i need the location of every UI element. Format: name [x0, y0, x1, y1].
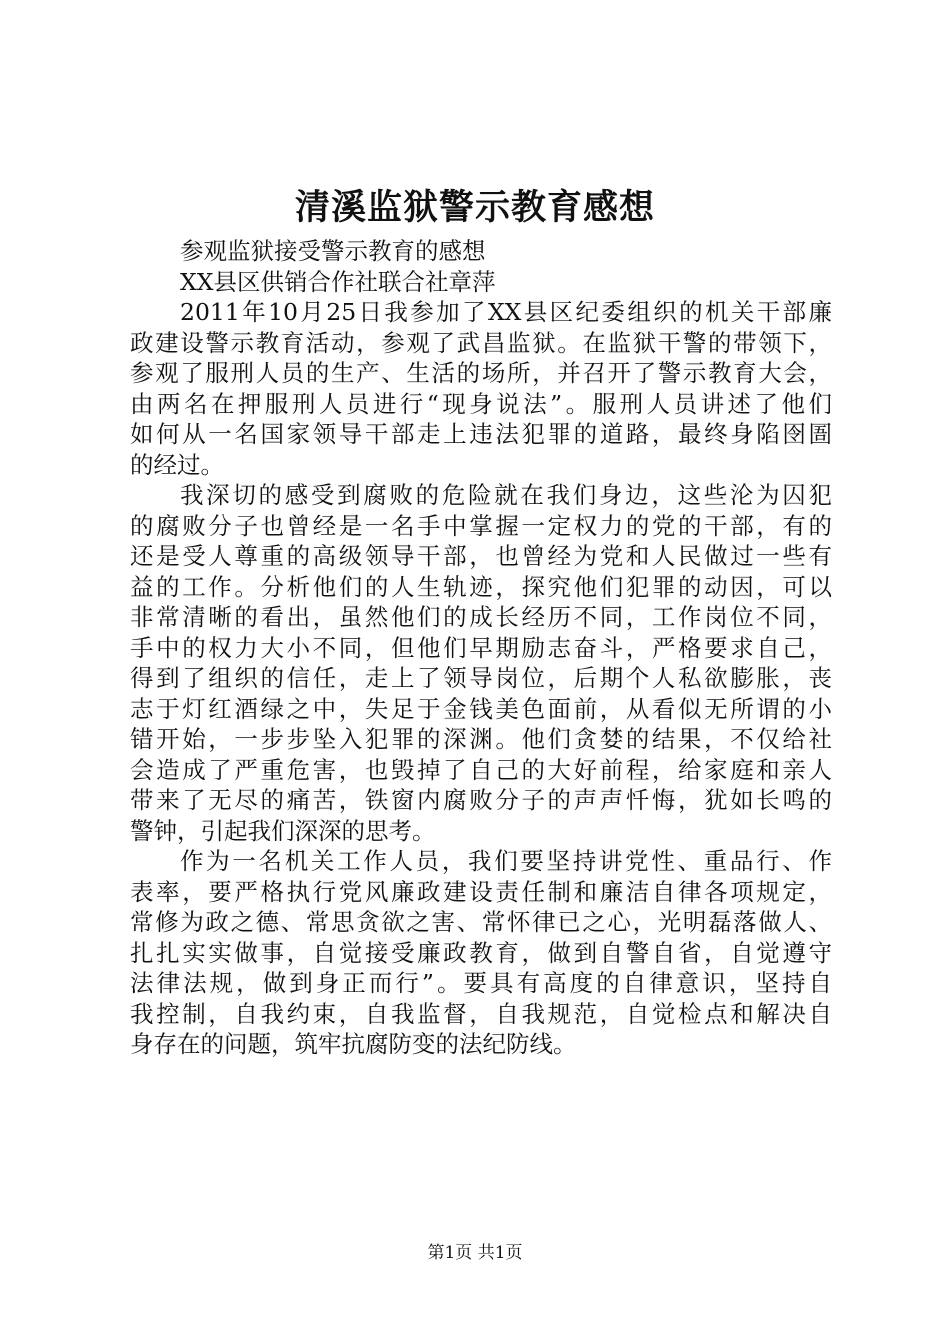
paragraph-line: 2011年10月25日我参加了XX县区纪委组织的机关干部廉 — [180, 298, 832, 326]
paragraph-3 — [130, 846, 832, 1060]
author-line: XX县区供销合作社联合社章萍 — [180, 267, 496, 296]
paragraph-line: 手中的权力大小不同，但他们早期励志奋斗，严格要求自己， — [130, 633, 832, 662]
paragraph-line: 法律法规，做到身正而行”。要具有高度的自律意识，坚持自 — [130, 969, 832, 997]
paragraph-line: 非常清晰的看出，虽然他们的成长经历不同，工作岗位不同， — [130, 603, 832, 631]
paragraph-line: 得到了组织的信任，走上了领导岗位，后期个人私欲膨胀，丧 — [130, 664, 832, 692]
paragraph-line: 如何从一名国家领导干部走上违法犯罪的道路，最终身陷囹圄 — [130, 420, 832, 448]
page-title: 清溪监狱警示教育感想 — [294, 187, 655, 228]
document-body — [130, 236, 832, 1060]
paragraph-1 — [130, 297, 832, 480]
paragraph-line: 益的工作。分析他们的人生轨迹，探究他们犯罪的动因，可以 — [130, 572, 832, 601]
paragraph-line: 志于灯红酒绿之中，失足于金钱美色面前，从看似无所谓的小 — [130, 694, 832, 723]
paragraph-line: 表率，要严格执行党风廉政建设责任制和廉洁自律各项规定， — [130, 877, 832, 906]
paragraph-line: 我控制，自我约束，自我监督，自我规范，自觉检点和解决自 — [130, 999, 832, 1028]
paragraph-line: 带来了无尽的痛苦，铁窗内腐败分子的声声忏悔，犹如长鸣的 — [130, 786, 832, 814]
paragraph-line: 的腐败分子也曾经是一名手中掌握一定权力的党的干部，有的 — [130, 511, 832, 540]
paragraph-line: 身存在的问题，筑牢抗腐防变的法纪防线。 — [130, 1030, 577, 1058]
paragraph-2 — [130, 480, 832, 846]
paragraph-line: 政建设警示教育活动，参观了武昌监狱。在监狱干警的带领下， — [130, 328, 832, 357]
paragraph-line: 我深切的感受到腐败的危险就在我们身边，这些沦为囚犯 — [180, 481, 832, 509]
paragraph-line: 由两名在押服刑人员进行“现身说法”。服刑人员讲述了他们 — [130, 389, 832, 418]
paragraph-line: 扎扎实实做事，自觉接受廉政教育，做到自警自省，自觉遵守 — [130, 938, 832, 967]
paragraph-line: 错开始，一步步坠入犯罪的深渊。他们贪婪的结果，不仅给社 — [130, 725, 832, 753]
paragraph-line: 参观了服刑人员的生产、生活的场所，并召开了警示教育大会， — [130, 359, 832, 387]
subtitle-line: 参观监狱接受警示教育的感想 — [180, 237, 486, 265]
paragraph-line: 的经过。 — [130, 450, 224, 479]
paragraph-line: 作为一名机关工作人员，我们要坚持讲党性、重品行、作 — [180, 847, 832, 875]
paragraph-line: 警钟，引起我们深深的思考。 — [130, 816, 436, 845]
paragraph-line: 常修为政之德、常思贪欲之害、常怀律已之心，光明磊落做人、 — [130, 908, 832, 936]
paragraph-line: 还是受人尊重的高级领导干部，也曾经为党和人民做过一些有 — [130, 542, 832, 570]
page-footer: 第1页 共1页 — [427, 1243, 523, 1263]
paragraph-line: 会造成了严重危害，也毁掉了自己的大好前程，给家庭和亲人 — [130, 755, 832, 784]
